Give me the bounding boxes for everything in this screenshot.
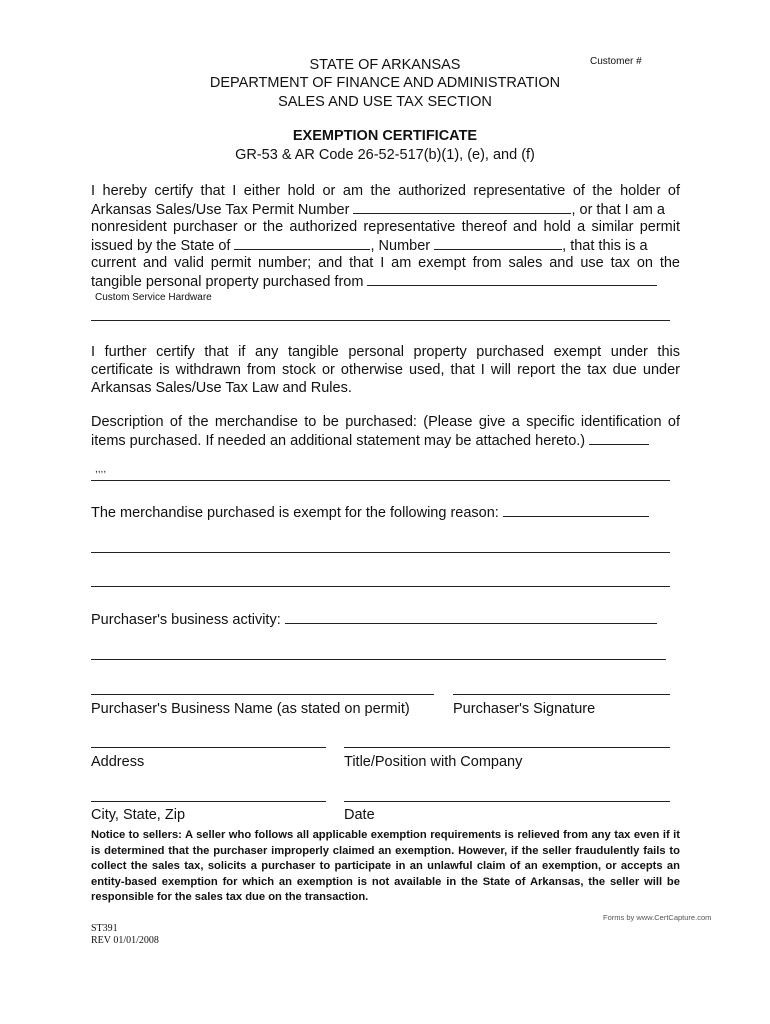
title-label: Title/Position with Company [344, 754, 523, 770]
permit-number-field[interactable] [353, 200, 571, 214]
seller-field[interactable] [367, 272, 657, 286]
issuing-state-field[interactable] [234, 236, 370, 250]
description-field[interactable] [589, 431, 649, 445]
activity-row [91, 610, 680, 629]
description-value[interactable]: ,,,, [95, 464, 107, 475]
reason-line-3[interactable] [91, 586, 670, 587]
code-reference: GR-53 & AR Code 26-52-517(b)(1), (e), and (f) [235, 147, 535, 163]
customer-number-label: Customer # [590, 56, 642, 67]
certify-line-4a: issued by the State of [91, 238, 231, 254]
certify-line-5: current and valid permit number; and that I am exempt from sales and use tax on the [91, 255, 680, 271]
seller-continuation-line[interactable] [91, 320, 670, 321]
city-line[interactable] [91, 801, 326, 802]
certify-line-2a: Arkansas Sales/Use Tax Permit Number [91, 202, 350, 218]
date-label: Date [344, 807, 375, 823]
business-name-line[interactable] [91, 694, 434, 695]
form-id: ST391 [91, 923, 118, 934]
certify-line-6-text: tangible personal property purchased from [91, 274, 364, 290]
department-heading: DEPARTMENT OF FINANCE AND ADMINISTRATION [209, 75, 561, 91]
further-line-2: certificate is withdrawn from stock or otherwise used, that I will report the tax due under [91, 362, 680, 378]
certify-line-3: nonresident purchaser or the authorized representative thereof and hold a similar permit [91, 219, 680, 235]
certcapture-credit: Forms by www.CertCapture.com [603, 913, 712, 922]
state-heading: STATE OF ARKANSAS [309, 57, 461, 73]
description-continuation-line[interactable] [91, 480, 670, 481]
certify-line-2 [91, 200, 680, 219]
activity-field[interactable] [285, 610, 657, 624]
signature-label: Purchaser's Signature [453, 701, 596, 717]
city-label: City, State, Zip [91, 807, 186, 823]
further-line-1: I further certify that if any tangible personal property purchased exempt under this [91, 344, 680, 360]
reason-line-2[interactable] [91, 552, 670, 553]
description-line-2 [91, 431, 680, 450]
certify-line-2b: , or that I am a [571, 202, 665, 218]
form-revision: REV 01/01/2008 [91, 935, 159, 946]
description-line-2-text: items purchased. If needed an additional statement may be attached hereto.) [91, 433, 586, 449]
notice-to-sellers: Notice to sellers: A seller who follows all applicable exemption requirements is relieved from any tax even if it is determined that the purchaser improperly claimed an exemption. However, if the seller fraudulently fails to collect the sales tax, solicits a purchaser to participate in an unlawful claim of an exemption, or accepts an entity-based exemption for which an exemption is not available in the State of Arkansas, the seller will be responsible for the sales tax due on the transaction. [91, 829, 680, 903]
certify-line-4c: , that this is a [562, 238, 648, 254]
reason-row [91, 503, 680, 522]
certify-line-4b: , Number [370, 238, 431, 254]
similar-permit-number-field[interactable] [434, 236, 562, 250]
signature-line[interactable] [453, 694, 670, 695]
address-label: Address [91, 754, 145, 770]
address-line[interactable] [91, 747, 326, 748]
certify-line-6 [91, 272, 680, 291]
section-heading: SALES AND USE TAX SECTION [278, 94, 492, 110]
activity-line-2[interactable] [91, 659, 666, 660]
date-line[interactable] [344, 801, 670, 802]
page-title: EXEMPTION CERTIFICATE [292, 128, 478, 144]
activity-label: Purchaser's business activity: [91, 612, 281, 628]
seller-value[interactable]: Custom Service Hardware [95, 292, 212, 303]
title-line[interactable] [344, 747, 670, 748]
reason-field[interactable] [503, 503, 649, 517]
description-line-1: Description of the merchandise to be purchased: (Please give a specific identification of [91, 414, 680, 430]
certify-line-4 [91, 236, 680, 255]
certify-line-1: I hereby certify that I either hold or am the authorized representative of the holder of [91, 183, 680, 199]
business-name-label: Purchaser's Business Name (as stated on permit) [91, 701, 410, 717]
reason-label: The merchandise purchased is exempt for the following reason: [91, 505, 499, 521]
further-line-3: Arkansas Sales/Use Tax Law and Rules. [91, 380, 352, 396]
